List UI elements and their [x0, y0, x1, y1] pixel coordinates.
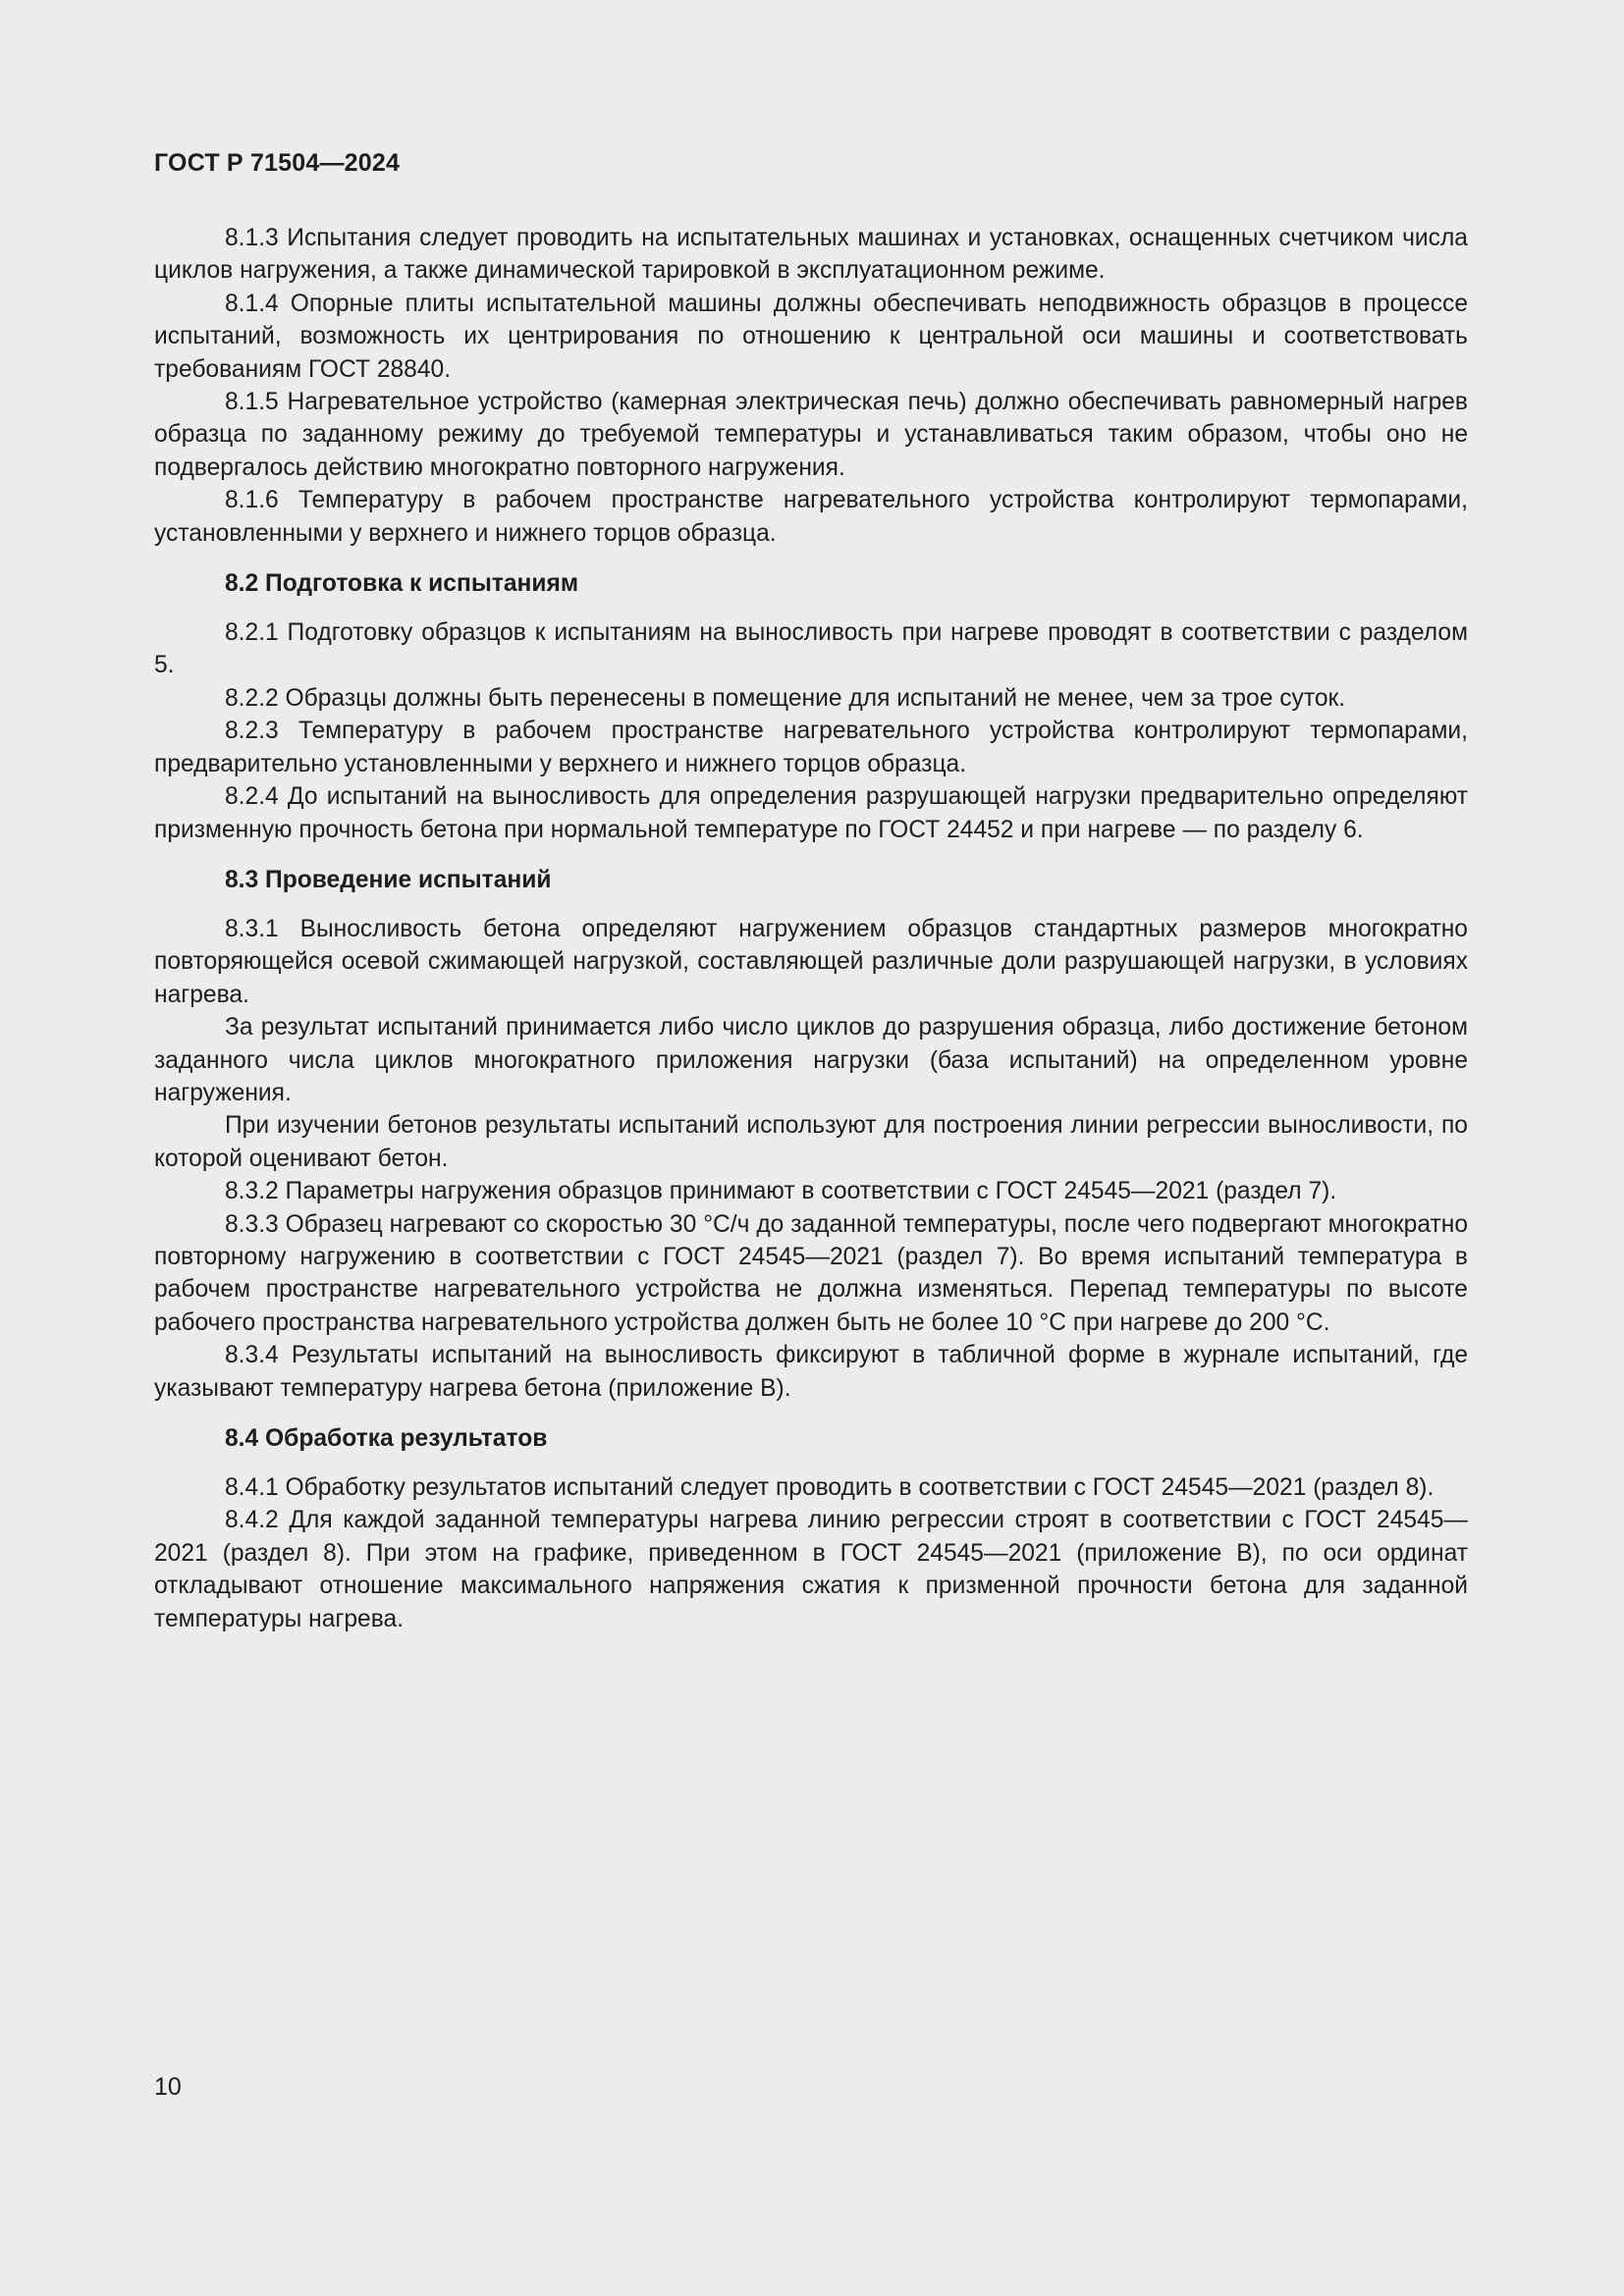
paragraph-8-3-1: 8.3.1 Выносливость бетона определяют нагружением образцов стандартных размеров многократно повторяющейся осевой сжимающей нагрузкой, составляющей различные доли разрушающей нагрузки, в условиях нагрева. — [154, 915, 1468, 1008]
paragraph-8-1-6: 8.1.6 Температуру в рабочем пространстве нагревательного устройства контролируют термопарами, установленными у верхнего и нижнего торцов образца. — [154, 487, 1468, 547]
paragraph-8-1-5: 8.1.5 Нагревательное устройство (камерная электрическая печь) должно обеспечивать равномерный нагрев образца по заданному режиму до требуемой температуры и устанавливаться таким образом, чтобы оно не подвергалось действию многократно повторного нагружения. — [154, 389, 1468, 481]
paragraph-8-4-1: 8.4.1 Обработку результатов испытаний следует проводить в соответствии с ГОСТ 24545—2021 (раздел 8). — [225, 1474, 1435, 1501]
paragraph-8-2-3: 8.2.3 Температуру в рабочем пространстве нагревательного устройства контролируют термопарами, предварительно установленными у верхнего и нижнего торцов образца. — [154, 718, 1468, 777]
paragraph-8-2-4: 8.2.4 До испытаний на выносливость для определения разрушающей нагрузки предварительно определяют призменную прочность бетона при нормальной температуре по ГОСТ 24452 и при нагреве — по разделу 6. — [154, 783, 1468, 843]
paragraph-8-1-4: 8.1.4 Опорные плиты испытательной машины должны обеспечивать неподвижность образцов в процессе испытаний, возможность их центрирования по отношению к центральной оси машины и соответствовать требованиям ГОСТ 28840. — [154, 290, 1468, 383]
paragraph-8-3-3: 8.3.3 Образец нагревают со скоростью 30 °С/ч до заданной температуры, после чего подвергают многократно повторному нагружению в соответствии с ГОСТ 24545—2021 (раздел 7). Во время испытаний температура в рабочем пространстве нагревательного устройства не должна изменяться. Перепад температуры по высоте рабочего пространства нагревательного устройства должен быть не более 10 °С при нагреве до 200 °С. — [154, 1210, 1468, 1336]
paragraph-8-4-2: 8.4.2 Для каждой заданной температуры нагрева линию регрессии строят в соответствии с ГОСТ 24545—2021 (раздел 8). При этом на графике, приведенном в ГОСТ 24545—2021 (приложение В), по оси ординат откладывают отношение максимального напряжения сжатия к призменной прочности бетона для заданной температуры нагрева. — [154, 1507, 1468, 1632]
section-heading-8-3: 8.3 Проведение испытаний — [225, 866, 552, 893]
section-heading-8-2: 8.2 Подготовка к испытаниям — [225, 570, 579, 598]
document-header: ГОСТ Р 71504—2024 — [154, 149, 401, 177]
section-heading-8-4: 8.4 Обработка результатов — [225, 1425, 548, 1452]
paragraph-8-3-1-result: За результат испытаний принимается либо число циклов до разрушения образца, либо достижение бетоном заданного числа циклов многократного приложения нагрузки (база испытаний) на определенном уровне нагружения. — [154, 1014, 1468, 1106]
paragraph-8-3-2: 8.3.2 Параметры нагружения образцов принимают в соответствии с ГОСТ 24545—2021 (раздел 7). — [225, 1178, 1337, 1205]
paragraph-8-3-4: 8.3.4 Результаты испытаний на выносливость фиксируют в табличной форме в журнале испытаний, где указывают температуру нагрева бетона (приложение В). — [154, 1342, 1468, 1402]
paragraph-8-2-2: 8.2.2 Образцы должны быть перенесены в помещение для испытаний не менее, чем за трое суток. — [225, 684, 1346, 712]
document-body — [154, 222, 1468, 1635]
paragraph-8-2-1: 8.2.1 Подготовку образцов к испытаниям на выносливость при нагреве проводят в соответствии с разделом 5. — [154, 619, 1468, 679]
paragraph-8-1-3: 8.1.3 Испытания следует проводить на испытательных машинах и установках, оснащенных счетчиком числа циклов нагружения, а также динамической тарировкой в эксплуатационном режиме. — [154, 225, 1468, 285]
paragraph-8-3-1-regression: При изучении бетонов результаты испытаний используют для построения линии регрессии выносливости, по которой оценивают бетон. — [154, 1112, 1468, 1172]
page-number: 10 — [154, 2073, 182, 2101]
